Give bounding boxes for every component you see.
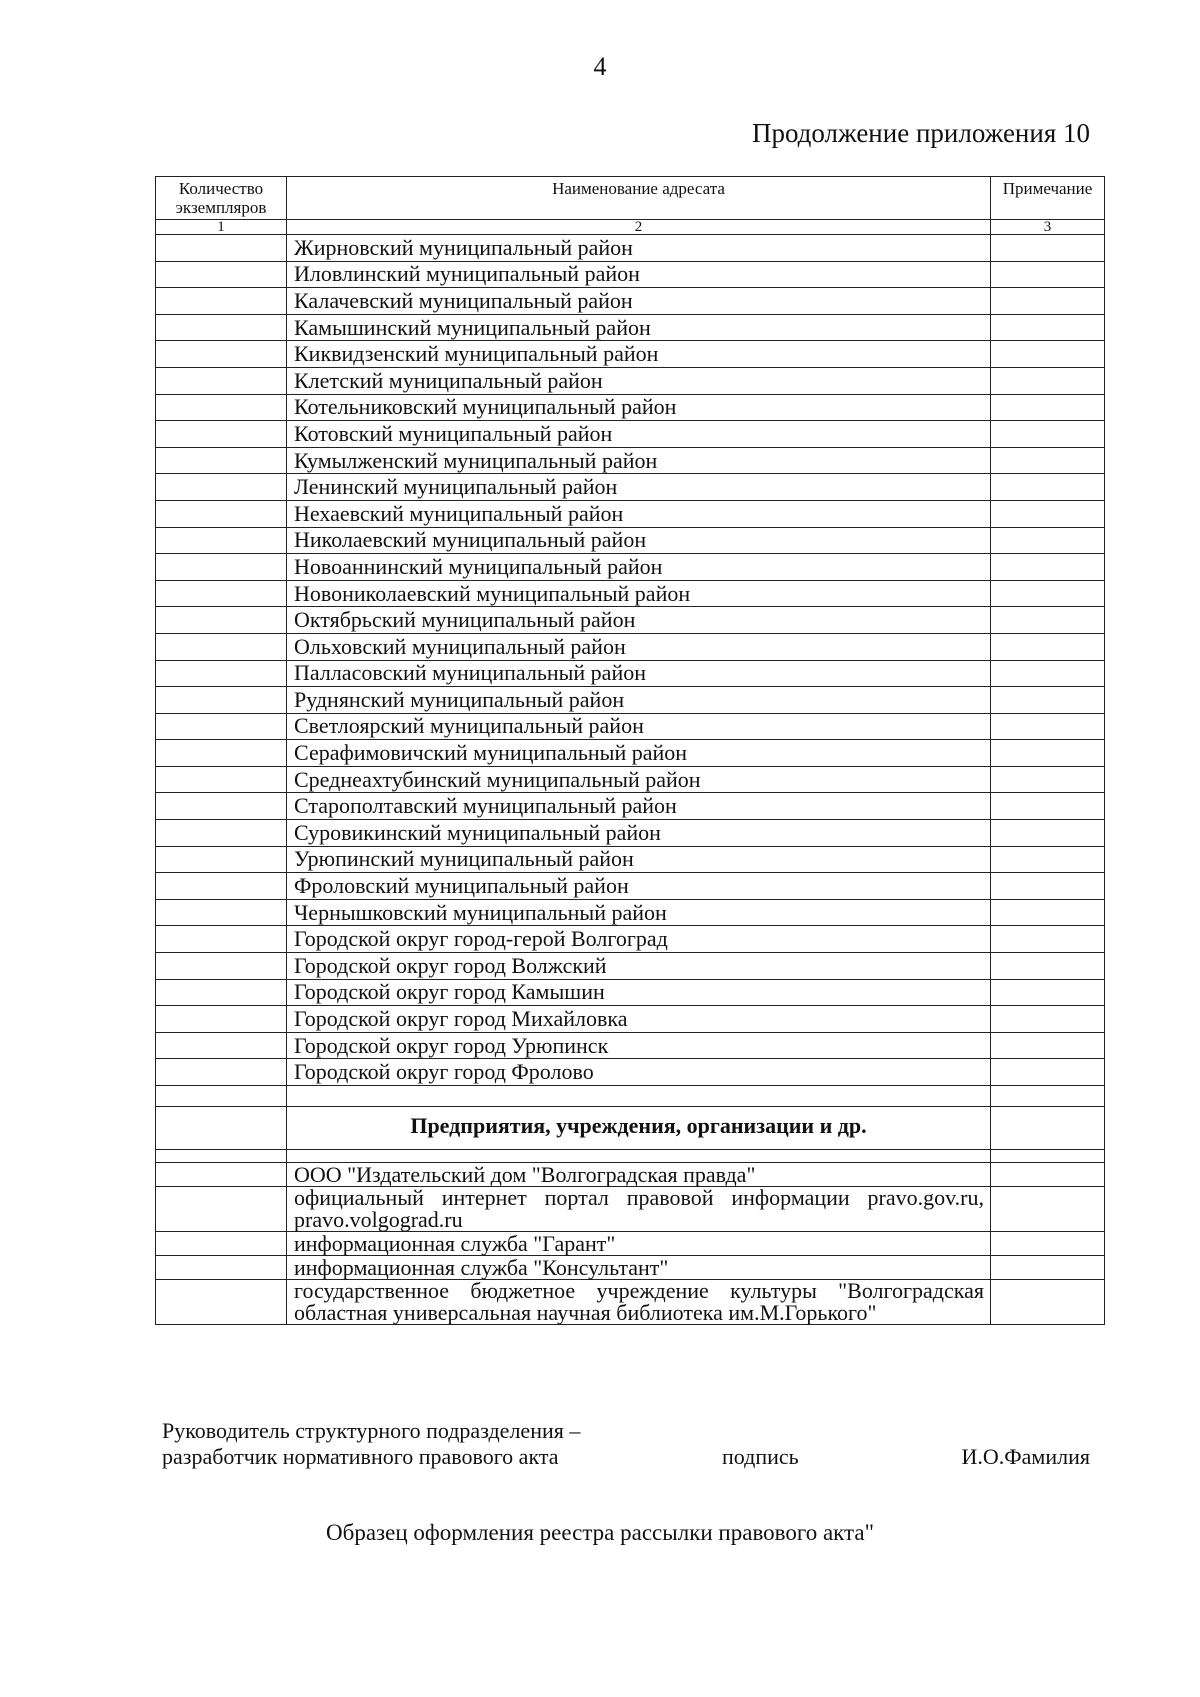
note-cell: [991, 447, 1105, 474]
copies-cell: [156, 660, 287, 687]
table-row: [156, 394, 1105, 421]
note-cell: [991, 926, 1105, 953]
note-cell: [991, 873, 1105, 900]
copies-cell: [156, 580, 287, 607]
addressee-cell: Октябрьский муниципальный район: [287, 607, 991, 634]
copies-cell: [156, 421, 287, 448]
copies-cell: [156, 235, 287, 262]
addressee-cell: Ольховский муниципальный район: [287, 633, 991, 660]
signature-position-line2: разработчик нормативного правового акта: [162, 1444, 559, 1469]
continuation-title: Продолжение приложения 10: [751, 118, 1090, 148]
copies-cell: [156, 820, 287, 847]
note-cell: [991, 554, 1105, 581]
table-row: [156, 500, 1105, 527]
copies-cell: [156, 527, 287, 554]
signature-label: подпись: [722, 1444, 799, 1469]
addressee-cell: Руднянский муниципальный район: [287, 687, 991, 714]
table-row: [156, 873, 1105, 900]
table-row: [156, 926, 1105, 953]
note-cell: [991, 979, 1105, 1006]
header-addressee: Наименование адресата: [287, 177, 991, 220]
copies-cell: [156, 341, 287, 368]
section-heading-row: [156, 1107, 1105, 1150]
note-cell: [991, 953, 1105, 980]
note-cell: [991, 1232, 1105, 1256]
table-row: [156, 1232, 1105, 1256]
table-row: [156, 1256, 1105, 1280]
note-cell: [991, 1280, 1105, 1325]
addressee-cell: Предприятия, учреждения, организации и др.: [287, 1107, 991, 1150]
note-cell: [991, 394, 1105, 421]
copies-cell: [156, 261, 287, 288]
signatory-name-placeholder: И.О.Фамилия: [961, 1444, 1090, 1469]
table-row: [156, 1280, 1105, 1325]
note-cell: [991, 288, 1105, 315]
note-cell: [991, 660, 1105, 687]
addressee-cell: Клетский муниципальный район: [287, 367, 991, 394]
note-cell: [991, 474, 1105, 501]
copies-cell: [156, 1086, 287, 1107]
addressee-cell: Городской округ город Урюпинск: [287, 1032, 991, 1059]
copies-cell: [156, 500, 287, 527]
copies-cell: [156, 1150, 287, 1163]
table-row: [156, 527, 1105, 554]
copies-cell: [156, 1006, 287, 1033]
header-note: Примечание: [991, 177, 1105, 220]
addressee-cell: Новониколаевский муниципальный район: [287, 580, 991, 607]
note-cell: [991, 687, 1105, 714]
note-cell: [991, 793, 1105, 820]
addressee-cell: Котельниковский муниципальный район: [287, 394, 991, 421]
addressee-cell: Николаевский муниципальный район: [287, 527, 991, 554]
copies-cell: [156, 899, 287, 926]
table-row: [156, 1163, 1105, 1187]
table-row: [156, 793, 1105, 820]
note-cell: [991, 527, 1105, 554]
addressee-cell: информационная служба "Консультант": [287, 1256, 991, 1280]
note-cell: [991, 314, 1105, 341]
addressee-cell: Городской округ город Камышин: [287, 979, 991, 1006]
copies-cell: [156, 873, 287, 900]
table-row: [156, 740, 1105, 767]
note-cell: [991, 1059, 1105, 1086]
addressee-cell: Светлоярский муниципальный район: [287, 713, 991, 740]
column-number-2: 2: [287, 220, 991, 235]
copies-cell: [156, 288, 287, 315]
table-row: [156, 421, 1105, 448]
note-cell: [991, 633, 1105, 660]
copies-cell: [156, 447, 287, 474]
addressee-cell: Старополтавский муниципальный район: [287, 793, 991, 820]
table-row: [156, 953, 1105, 980]
addressee-cell: информационная служба "Гарант": [287, 1232, 991, 1256]
table-body: [156, 235, 1105, 1325]
copies-cell: [156, 1280, 287, 1325]
table-row: [156, 979, 1105, 1006]
addressee-cell: Среднеахтубинский муниципальный район: [287, 766, 991, 793]
column-number-3: 3: [991, 220, 1105, 235]
copies-cell: [156, 1032, 287, 1059]
note-cell: [991, 740, 1105, 767]
addressee-cell: Чернышковский муниципальный район: [287, 899, 991, 926]
addressee-cell: Жирновский муниципальный район: [287, 235, 991, 262]
table-row: [156, 261, 1105, 288]
copies-cell: [156, 1256, 287, 1280]
addressee-cell: Ленинский муниципальный район: [287, 474, 991, 501]
table-row: [156, 766, 1105, 793]
copies-cell: [156, 766, 287, 793]
table-row: [156, 899, 1105, 926]
copies-cell: [156, 953, 287, 980]
header-copies: Количество экземпляров: [156, 177, 287, 220]
copies-cell: [156, 979, 287, 1006]
addressee-cell: Кумылженский муниципальный район: [287, 447, 991, 474]
note-cell: [991, 1187, 1105, 1232]
note-cell: [991, 580, 1105, 607]
spacer-row: [156, 1086, 1105, 1107]
addressee-cell: государственное бюджетное учреждение культуры "Волгоградская областная универсальная научная библиотека им.М.Горького": [287, 1280, 991, 1325]
table-row: [156, 447, 1105, 474]
addressee-cell: Серафимовичский муниципальный район: [287, 740, 991, 767]
note-cell: [991, 341, 1105, 368]
copies-cell: [156, 1163, 287, 1187]
copies-cell: [156, 1107, 287, 1150]
addressee-cell: Городской округ город Волжский: [287, 953, 991, 980]
copies-cell: [156, 633, 287, 660]
table-row: [156, 713, 1105, 740]
addressee-cell: Котовский муниципальный район: [287, 421, 991, 448]
note-cell: [991, 820, 1105, 847]
table-row: [156, 1006, 1105, 1033]
table-row: [156, 288, 1105, 315]
addressee-cell: Новоаннинский муниципальный район: [287, 554, 991, 581]
copies-cell: [156, 554, 287, 581]
note-cell: [991, 1086, 1105, 1107]
note-cell: [991, 1107, 1105, 1150]
addressee-cell: ООО "Издательский дом "Волгоградская правда": [287, 1163, 991, 1187]
note-cell: [991, 421, 1105, 448]
table-row: [156, 1032, 1105, 1059]
table-row: [156, 314, 1105, 341]
note-cell: [991, 1006, 1105, 1033]
table-row: [156, 341, 1105, 368]
table-row: [156, 1187, 1105, 1232]
table-row: [156, 660, 1105, 687]
footer-note: Образец оформления реестра рассылки правового акта": [326, 1520, 874, 1545]
table-row: [156, 633, 1105, 660]
mailing-register-table: [155, 176, 1105, 1325]
table-row: [156, 846, 1105, 873]
note-cell: [991, 766, 1105, 793]
table-row: [156, 607, 1105, 634]
note-cell: [991, 261, 1105, 288]
copies-cell: [156, 926, 287, 953]
addressee-cell: Суровикинский муниципальный район: [287, 820, 991, 847]
note-cell: [991, 1256, 1105, 1280]
addressee-cell: [287, 1086, 991, 1107]
copies-cell: [156, 740, 287, 767]
table-row: [156, 554, 1105, 581]
signature-position-line1: Руководитель структурного подразделения –: [162, 1418, 581, 1443]
addressee-cell: Камышинский муниципальный район: [287, 314, 991, 341]
copies-cell: [156, 687, 287, 714]
addressee-cell: Иловлинский муниципальный район: [287, 261, 991, 288]
addressee-cell: Нехаевский муниципальный район: [287, 500, 991, 527]
addressee-cell: официальный интернет портал правовой информации pravo.gov.ru, pravo.volgograd.ru: [287, 1187, 991, 1232]
copies-cell: [156, 846, 287, 873]
addressee-cell: Городской округ город Фролово: [287, 1059, 991, 1086]
table-row: [156, 1059, 1105, 1086]
table-row: [156, 820, 1105, 847]
table-row: [156, 235, 1105, 262]
note-cell: [991, 899, 1105, 926]
addressee-cell: Городской округ город-герой Волгоград: [287, 926, 991, 953]
signature-block: [162, 1418, 1102, 1470]
note-cell: [991, 846, 1105, 873]
table-row: [156, 580, 1105, 607]
spacer-row: [156, 1150, 1105, 1163]
addressee-cell: [287, 1150, 991, 1163]
column-number-1: 1: [156, 220, 287, 235]
note-cell: [991, 1163, 1105, 1187]
page-number: 4: [593, 52, 607, 81]
note-cell: [991, 1150, 1105, 1163]
addressee-cell: Городской округ город Михайловка: [287, 1006, 991, 1033]
copies-cell: [156, 314, 287, 341]
table-row: [156, 687, 1105, 714]
addressee-cell: Палласовский муниципальный район: [287, 660, 991, 687]
copies-cell: [156, 713, 287, 740]
addressee-cell: Калачевский муниципальный район: [287, 288, 991, 315]
copies-cell: [156, 607, 287, 634]
copies-cell: [156, 793, 287, 820]
note-cell: [991, 607, 1105, 634]
note-cell: [991, 235, 1105, 262]
copies-cell: [156, 367, 287, 394]
note-cell: [991, 1032, 1105, 1059]
note-cell: [991, 367, 1105, 394]
note-cell: [991, 500, 1105, 527]
addressee-cell: Урюпинский муниципальный район: [287, 846, 991, 873]
copies-cell: [156, 1059, 287, 1086]
copies-cell: [156, 1232, 287, 1256]
copies-cell: [156, 394, 287, 421]
addressee-cell: Фроловский муниципальный район: [287, 873, 991, 900]
copies-cell: [156, 474, 287, 501]
copies-cell: [156, 1187, 287, 1232]
addressee-cell: Киквидзенский муниципальный район: [287, 341, 991, 368]
note-cell: [991, 713, 1105, 740]
table-row: [156, 367, 1105, 394]
table-row: [156, 474, 1105, 501]
